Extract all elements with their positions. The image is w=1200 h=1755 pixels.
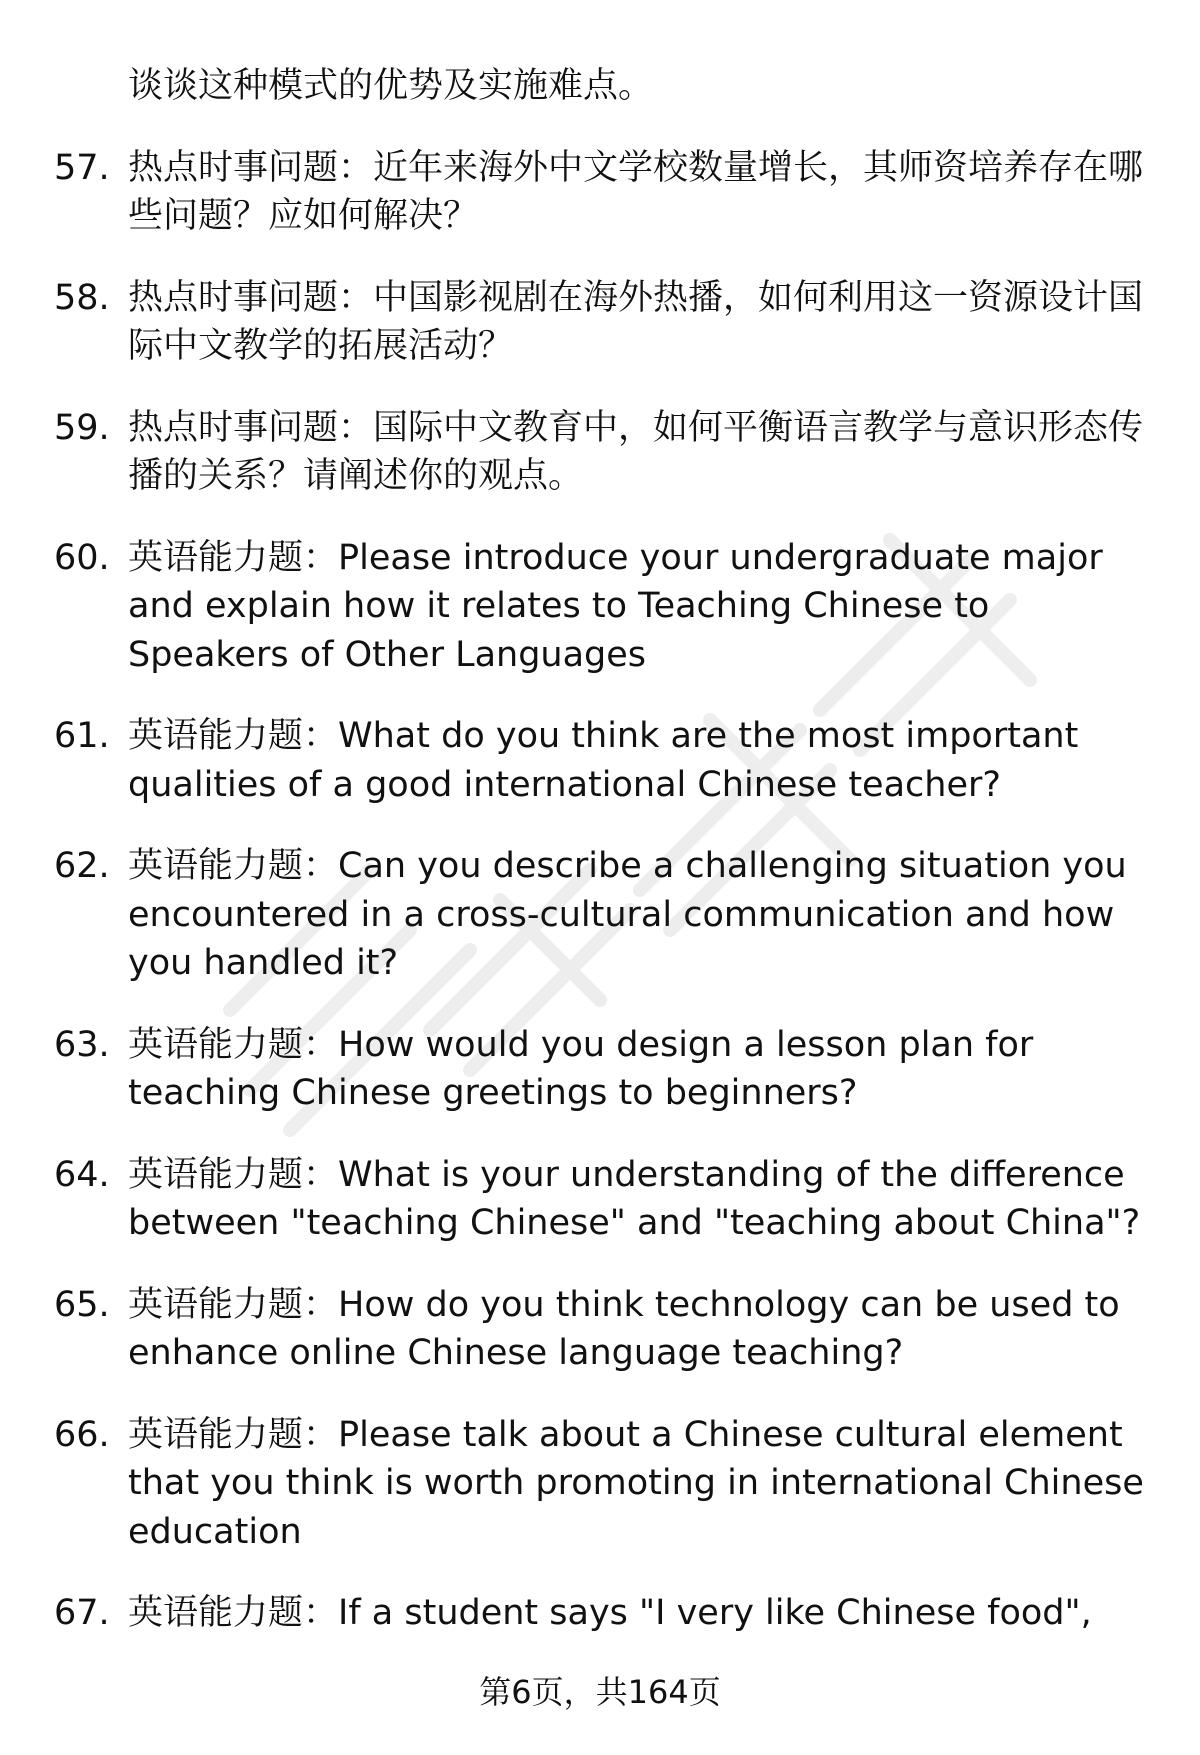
question-text: If a student says "I very like Chinese food", [338,1593,1092,1633]
question-text: Please talk about a Chinese cultural element that you think is worth promoting in international Chinese education [128,1414,1144,1552]
question-category: 热点时事问题： [128,407,374,448]
question-category: 热点时事问题： [128,277,374,318]
question-number: 65. [54,1284,110,1325]
question-body [128,1151,1150,1248]
question-item [54,404,1150,501]
question-item [54,1281,1150,1378]
question-number: 63. [54,1024,110,1065]
question-category: 英语能力题： [128,1154,339,1195]
question-category: 英语能力题： [128,846,339,886]
question-body [128,1411,1150,1557]
question-body [128,534,1150,680]
question-item [54,534,1150,680]
question-category: 英语能力题： [128,1024,339,1065]
question-item [54,842,1150,988]
question-number: 62. [54,846,110,886]
previous-question-continuation: 谈谈这种模式的优势及实施难点。 [128,66,654,106]
question-number: 58. [54,277,110,318]
question-body [128,1589,1150,1638]
question-number: 64. [54,1154,110,1195]
question-number: 59. [54,407,110,448]
question-body [128,1281,1150,1378]
question-item [54,1411,1150,1557]
question-category: 英语能力题： [128,1284,339,1325]
question-item [54,1151,1150,1248]
question-item [54,274,1150,371]
question-item [54,1021,1150,1118]
question-body [128,404,1150,501]
question-category: 英语能力题： [128,716,339,756]
question-body [128,274,1150,371]
question-item [54,712,1150,809]
question-body [128,842,1150,988]
question-body [128,1021,1150,1118]
question-number: 67. [54,1593,110,1633]
question-category: 英语能力题： [128,1593,339,1633]
question-list [54,62,1150,1671]
questions-container [54,144,1150,1638]
question-text: How would you design a lesson plan for teaching Chinese greetings to beginners? [128,1024,1034,1113]
question-text: How do you think technology can be used to enhance online Chinese language teaching? [128,1284,1120,1373]
question-text: Please introduce your undergraduate major and explain how it relates to Teaching Chinese to Speakers of Other Languages [128,537,1103,675]
question-number: 66. [54,1414,110,1455]
question-category: 热点时事问题： [128,147,374,188]
question-number: 61. [54,716,110,756]
question-text: 近年来海外中文学校数量增长，其师资培养存在哪些问题？应如何解决？ [128,147,1144,236]
question-text: What do you think are the most important qualities of a good international Chinese teacher? [128,716,1079,805]
question-category: 英语能力题： [128,1414,339,1455]
question-number: 60. [54,537,110,578]
question-item [54,1589,1150,1638]
question-text: What is your understanding of the difference between "teaching Chinese" and "teaching about China"? [128,1154,1141,1243]
question-body [128,712,1150,809]
question-text: Can you describe a challenging situation you encountered in a cross-cultural communication and how you handled it? [128,846,1127,983]
question-text: 中国影视剧在海外热播，如何利用这一资源设计国际中文教学的拓展活动？ [128,277,1144,366]
page-footer: 第6页，共164页 [479,1673,721,1711]
question-body [128,144,1150,241]
question-category: 英语能力题： [128,537,339,578]
question-number: 57. [54,147,110,188]
question-text: 国际中文教育中，如何平衡语言教学与意识形态传播的关系？请阐述你的观点。 [128,407,1144,496]
question-item [54,144,1150,241]
